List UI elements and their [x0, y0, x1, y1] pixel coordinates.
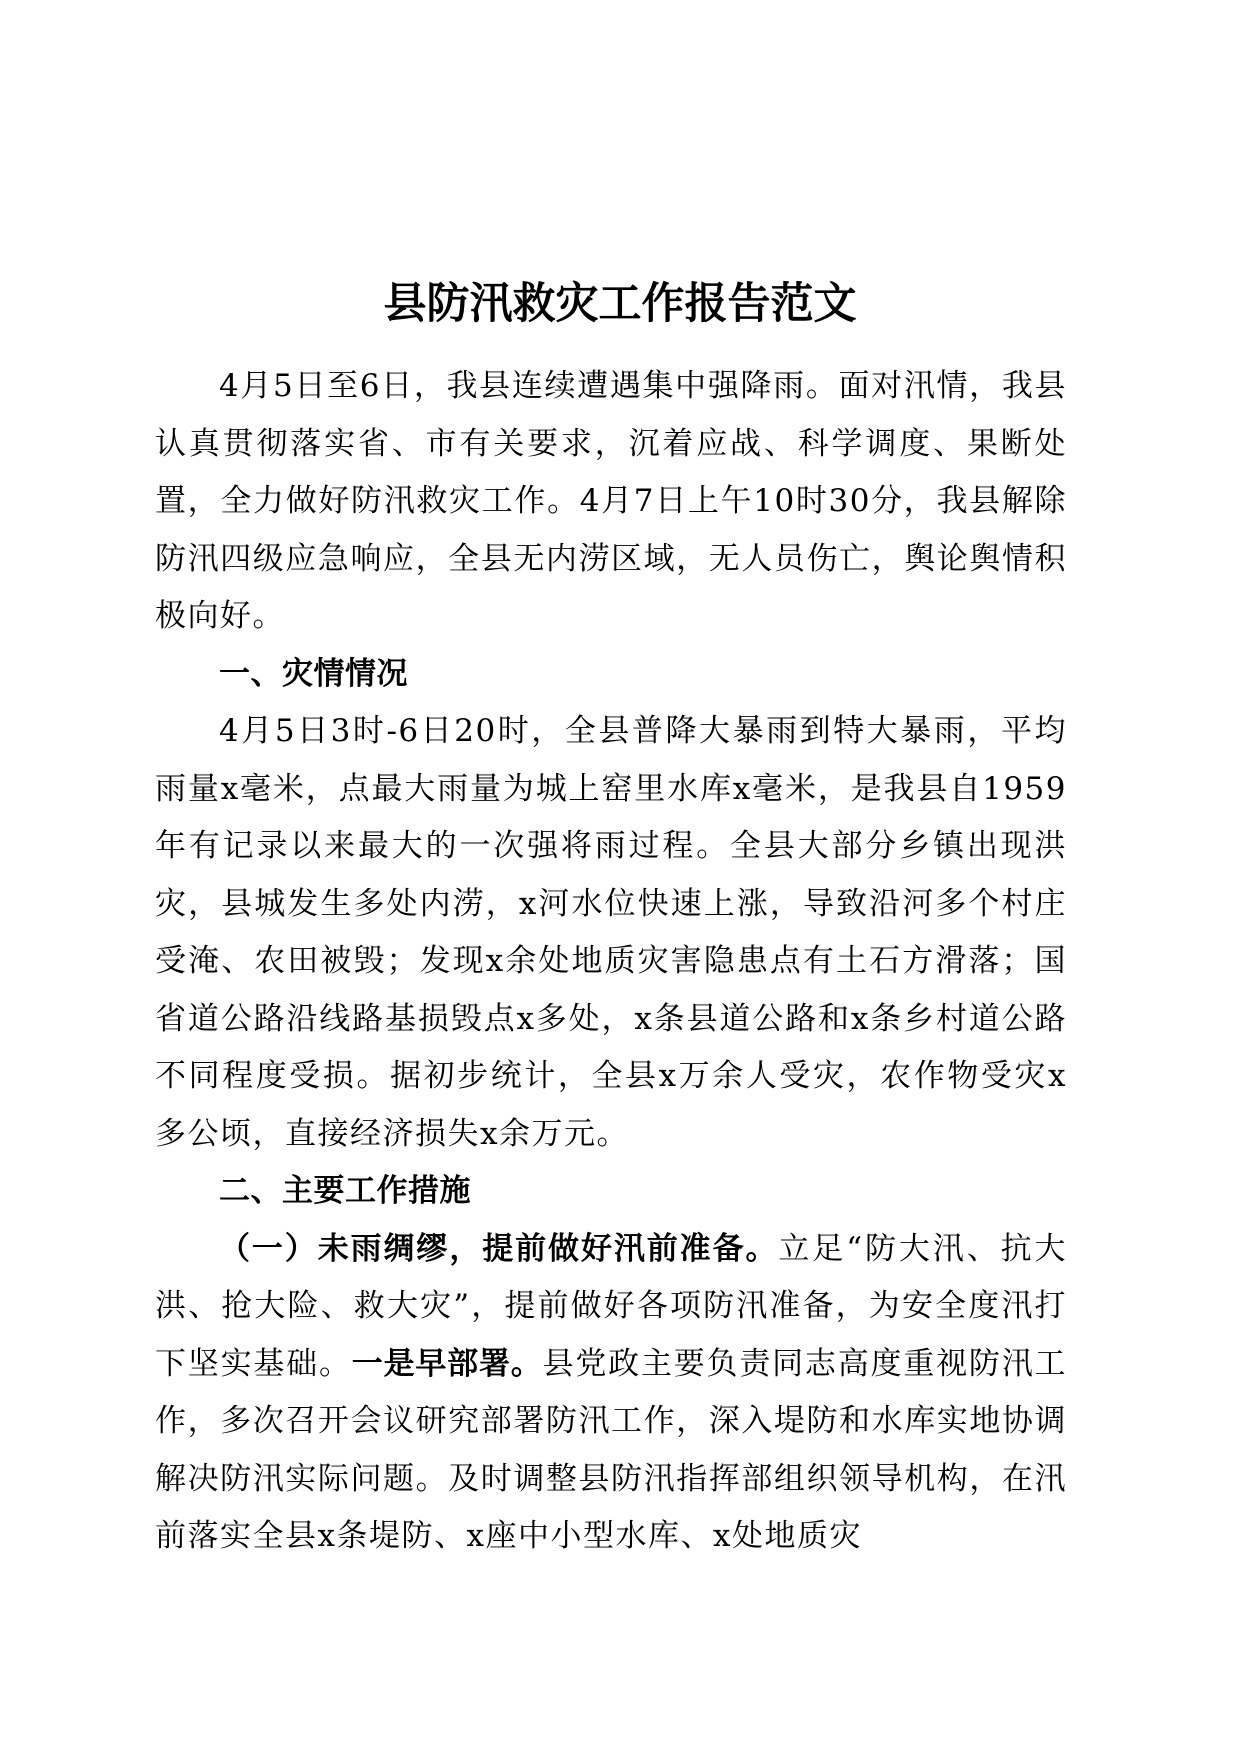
preparation-text: 立足“防大汛、抗大洪、抢大险、救大灾”，提前做好各项防汛准备，为安全度汛打下坚实基础。: [155, 1230, 1067, 1382]
early-deployment-text: 县党政主要负责同志高度重视防汛工作，多次召开会议研究部署防汛工作，深入堤防和水库实地协调解决防汛实际问题。及时调整县防汛指挥部组织领导机构，在汛前落实全县x条堤防、x座中小型水库、x处地质灾: [155, 1345, 1068, 1554]
intro-paragraph: 4月5日至6日，我县连续遭遇集中强降雨。面对汛情，我县认真贯彻落实省、市有关要求，沉着应战、科学调度、果断处置，全力做好防汛救灾工作。4月7日上午10时30分，我县解除防汛四级应急响应，全县无内涝区域，无人员伤亡，舆论舆情积极向好。: [155, 368, 1067, 634]
subsection-title-preparation: （一）未雨绸缪，提前做好汛前准备。: [219, 1230, 779, 1267]
document-title: 县防汛救灾工作报告范文: [383, 279, 857, 329]
disaster-paragraph: 4月5日3时-6日20时，全县普降大暴雨到特大暴雨，平均雨量x毫米，点最大雨量为城上窑里水库x毫米，是我县自1959年有记录以来最大的一次强将雨过程。全县大部分乡镇出现洪灾，县城发生多处内涝，x河水位快速上涨，导致沿河多个村庄受淹、农田被毁；发现x余处地质灾害隐患点有土石方滑落；国省道公路沿线路基损毁点x多处，x条县道公路和x条乡村道公路不同程度受损。据初步统计，全县x万余人受灾，农作物受灾x多公顷，直接经济损失x余万元。: [155, 713, 1067, 1152]
measures-paragraph: [155, 1221, 1067, 1566]
point-title-early-deployment: 一是早部署。: [351, 1345, 543, 1382]
section-heading-disaster: 一、灾情情况: [219, 655, 408, 692]
section-heading-measures: 二、主要工作措施: [219, 1173, 471, 1209]
document-body: [155, 358, 1067, 1566]
